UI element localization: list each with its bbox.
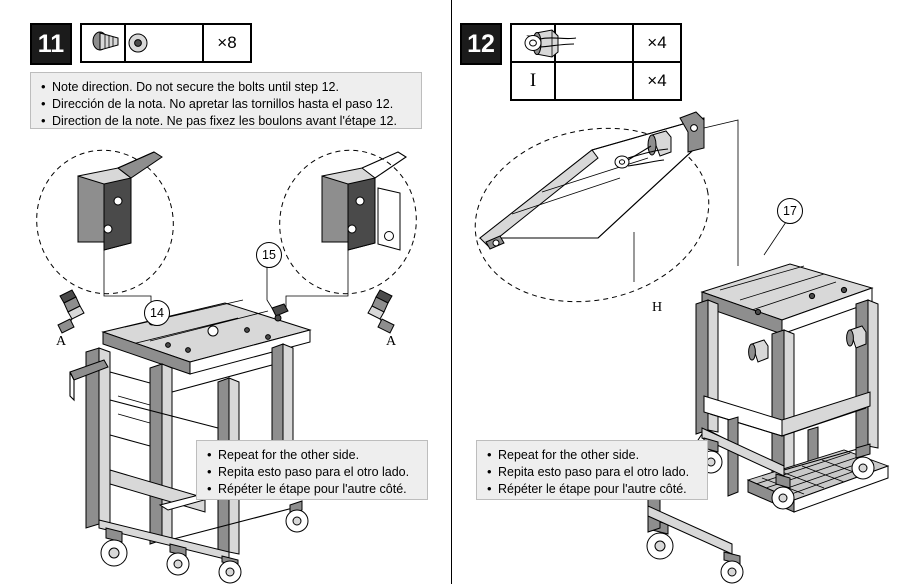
callout-14 <box>144 300 170 326</box>
note-line: • Repita esto paso para el otro lado. <box>485 464 697 481</box>
part-label-a-left: A <box>56 334 67 349</box>
cart-assembly-12 <box>647 264 888 583</box>
bolt-right <box>368 290 394 333</box>
note-line: • Repeat for the other side. <box>485 447 697 464</box>
step-12-panel <box>452 0 901 584</box>
caster-wheel <box>286 501 308 532</box>
caster-wheel <box>219 556 241 583</box>
repeat-note-box-11 <box>196 440 428 500</box>
callout-15 <box>256 242 282 268</box>
knob-on-assembly <box>847 326 866 348</box>
callout-label: 17 <box>783 204 797 218</box>
note-line: • Repeat for the other side. <box>205 447 417 464</box>
right-bracket-detail <box>322 152 406 250</box>
note-line: • Note direction. Do not secure the bolts until step 12. <box>39 79 411 96</box>
note-line: • Répéter le étape pour l'autre côté. <box>485 481 697 498</box>
part-quantity: ×8 <box>202 25 250 61</box>
callout-label: 14 <box>150 306 164 320</box>
callout-label: 15 <box>262 248 276 262</box>
note-line: • Dirección de la nota. No apretar las tornillos hasta el paso 12. <box>39 96 411 113</box>
knob-on-assembly <box>749 340 768 362</box>
part-quantity: ×4 <box>632 25 680 61</box>
step-number-text: 12 <box>467 29 495 58</box>
caster-wheel <box>721 552 743 583</box>
note-line: • Répéter le étape pour l'autre côté. <box>205 481 417 498</box>
part-letter: I <box>529 70 537 91</box>
note-line: • Repita esto paso para el otro lado. <box>205 464 417 481</box>
note-line: • Direction de la note. Ne pas fixez les boulons avant l'étape 12. <box>39 113 411 130</box>
tray-detail <box>480 112 704 282</box>
step-number-text: 11 <box>37 29 65 58</box>
callout-17 <box>777 198 803 224</box>
part-label-h: H <box>652 300 663 315</box>
caster-wheel <box>167 544 189 575</box>
bolt-left <box>58 290 84 333</box>
part-label-a-right: A <box>386 334 397 349</box>
part-quantity: ×4 <box>632 63 680 99</box>
repeat-note-box-12 <box>476 440 708 500</box>
left-bracket-detail <box>78 152 162 250</box>
